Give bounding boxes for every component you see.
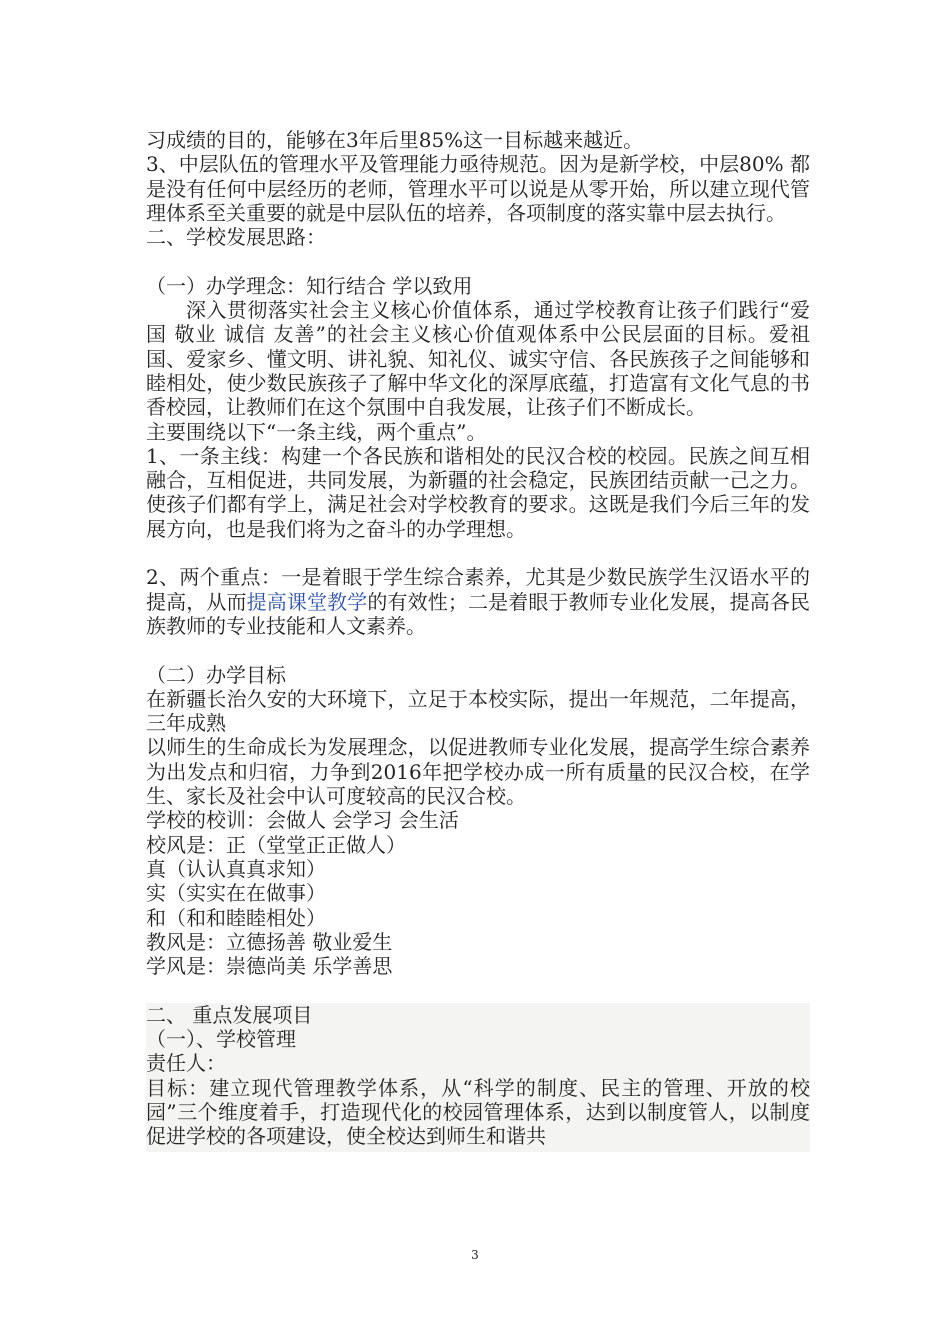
blank-line: [146, 638, 810, 662]
subsection-heading: （二）办学目标: [146, 662, 286, 687]
paragraph: 以师生的生命成长为发展理念，以促进教师专业化发展，提高学生综合素养为出发点和归宿，力争到2016年把学校办成一所有质量的民汉合校，在学生、家长及社会中认可度较高的民汉合校。: [146, 735, 810, 809]
paragraph: 3、中层队伍的管理水平及管理能力亟待规范。因为是新学校，中层80% 都是没有任何中层经历的老师，管理水平可以说是从零开始，所以建立现代管理体系至关重要的就是中层队伍的培养，各项制度的落实靠中层去执行。: [146, 152, 810, 225]
paragraph: 在新疆长治久安的大环境下，立足于本校实际，提出一年规范，二年提高，三年成熟: [146, 686, 810, 736]
paragraph: 责任人：: [146, 1051, 226, 1076]
blank-line: [146, 249, 810, 273]
paragraph-text: 的有效性；二是着眼于教师专业化发展，提高各民族教师的专业技能和人文素养。: [146, 589, 810, 638]
motto-line: 校风是：正（堂堂正正做人）: [146, 832, 406, 857]
subsection-heading: （一）、学校管理: [146, 1026, 296, 1051]
section-heading: 二、学校发展思路：: [146, 225, 326, 250]
motto-line: 真（认认真真求知）: [146, 856, 326, 881]
motto-line: 教风是：立德扬善 敬业爱生: [146, 929, 393, 954]
page-number: 3: [471, 1248, 479, 1262]
paragraph-text: 2、两个重点：一是着眼于学生综合素养，尤其是少数民族学生汉语水平的提高，从而: [146, 565, 810, 614]
paragraph: 主要围绕以下“一条主线，两个重点”。: [146, 419, 487, 444]
motto-line: 实（实实在在做事）: [146, 881, 326, 906]
motto-line: 学校的校训：会做人 会学习 会生活: [146, 808, 459, 833]
document-body: [146, 128, 810, 1152]
paragraph: 1、一条主线：构建一个各民族和谐相处的民汉合校的校园。民族之间互相融合，互相促进，共同发展，为新疆的社会稳定，民族团结贡献一己之力。使孩子们都有学上，满足社会对学校教育的要求。这既是我们今后三年的发展方向，也是我们将为之奋斗的办学理想。: [146, 443, 810, 541]
paragraph: 习成绩的目的，能够在3年后里85%这一目标越来越近。: [146, 128, 644, 152]
section-heading: 二、 重点发展项目: [146, 1002, 313, 1027]
motto-line: 和（和和睦睦相处）: [146, 905, 326, 930]
shaded-block: [146, 1003, 810, 1153]
paragraph: [146, 565, 810, 638]
blank-line: [146, 978, 810, 1002]
motto-line: 学风是：崇德尚美 乐学善思: [146, 954, 393, 979]
inline-link[interactable]: 提高课堂教学: [246, 589, 368, 614]
subsection-heading: （一）办学理念：知行结合 学以致用: [146, 273, 473, 298]
paragraph: 目标：建立现代管理教学体系，从“科学的制度、民主的管理、开放的校园”三个维度着手，打造现代化的校园管理体系，达到以制度管人，以制度促进学校的各项建设，使全校达到师生和谐共: [146, 1075, 810, 1149]
paragraph: 深入贯彻落实社会主义核心价值体系，通过学校教育让孩子们践行“爱国 敬业 诚信 友善”的社会主义核心价值观体系中公民层面的目标。爱祖国、爱家乡、懂文明、讲礼貌、知礼仪、诚实守信、各民族孩子之间能够和睦相处，使少数民族孩子了解中华文化的深厚底蕴，打造富有文化气息的书香校园，让教师们在这个氛围中自我发展，让孩子们不断成长。: [146, 298, 810, 420]
blank-line: [146, 541, 810, 565]
